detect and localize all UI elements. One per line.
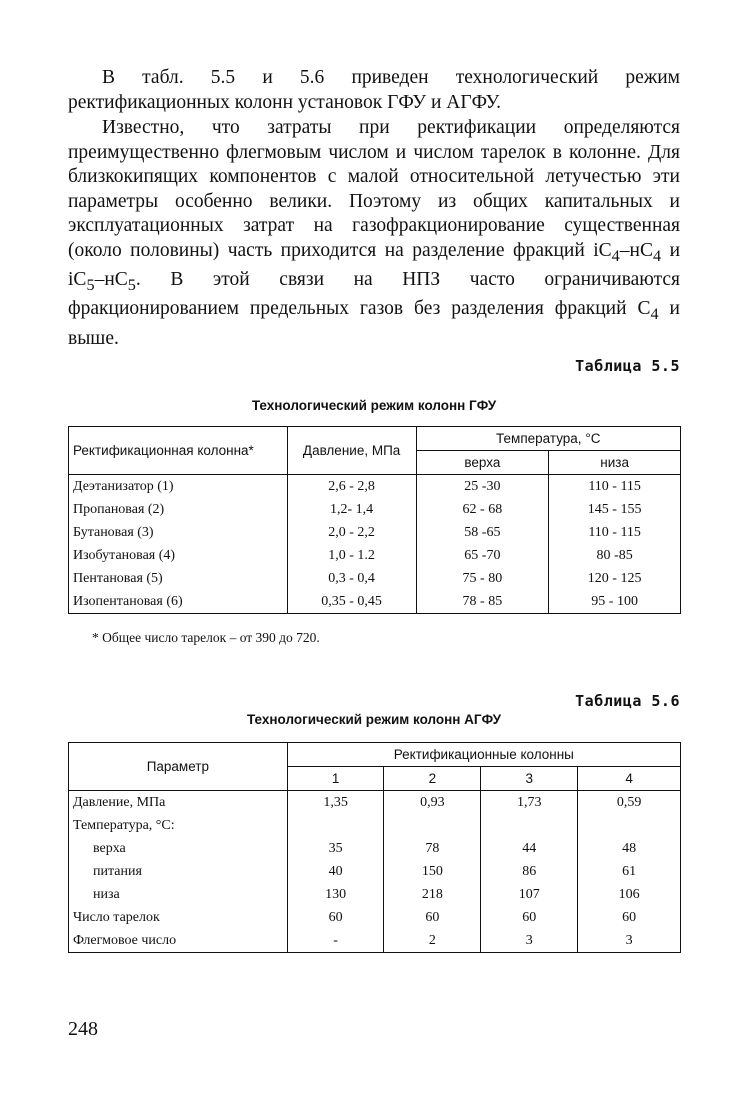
table-5-6 [68, 742, 681, 953]
cell-name: питания [69, 860, 288, 883]
header-bottom: низа [549, 451, 681, 475]
text-part: и iC [68, 239, 681, 290]
text-part: –нC [94, 268, 128, 290]
cell-value [287, 814, 384, 837]
table-5-5 [68, 426, 681, 614]
cell-value: 44 [481, 837, 578, 860]
cell-name: верха [69, 837, 288, 860]
cell-value [384, 814, 481, 837]
cell-value: - [287, 929, 384, 953]
cell-value: 35 [287, 837, 384, 860]
subscript: 4 [652, 246, 662, 265]
cell-name: Изопентановая (6) [69, 590, 288, 614]
cell-value: 61 [578, 860, 681, 883]
cell-name: Бутановая (3) [69, 521, 288, 544]
cell-value: 60 [287, 906, 384, 929]
cell-bottom: 110 - 115 [549, 521, 681, 544]
subscript: 5 [86, 275, 95, 294]
cell-name: Температура, °С: [69, 814, 288, 837]
page-number: 248 [68, 1018, 98, 1040]
cell-pressure: 0,35 - 0,45 [287, 590, 416, 614]
cell-pressure: 2,0 - 2,2 [287, 521, 416, 544]
cell-pressure: 1,2- 1,4 [287, 498, 416, 521]
header-col-1: 1 [287, 767, 384, 791]
cell-value: 0,59 [578, 791, 681, 815]
table-row [69, 475, 681, 499]
header-col-2: 2 [384, 767, 481, 791]
cell-top: 75 - 80 [416, 567, 549, 590]
table-5-5-title: Технологический режим колонн ГФУ [251, 398, 497, 413]
table-row [69, 814, 681, 837]
cell-name: Флегмовое число [69, 929, 288, 953]
cell-bottom: 110 - 115 [549, 475, 681, 499]
cell-value: 60 [578, 906, 681, 929]
cell-value: 106 [578, 883, 681, 906]
text-part: и выше. [68, 298, 680, 349]
cell-value: 48 [578, 837, 681, 860]
table-row [69, 929, 681, 953]
cell-name: Изобутановая (4) [69, 544, 288, 567]
cell-value: 2 [384, 929, 481, 953]
cell-top: 65 -70 [416, 544, 549, 567]
table-row [69, 521, 681, 544]
cell-bottom: 80 -85 [549, 544, 681, 567]
cell-pressure: 0,3 - 0,4 [287, 567, 416, 590]
cell-value: 78 [384, 837, 481, 860]
table-row [69, 860, 681, 883]
table-5-5-label: Таблица 5.5 [575, 357, 680, 375]
header-column: Ректификационная колонна* [69, 427, 288, 475]
cell-name: Деэтанизатор (1) [69, 475, 288, 499]
cell-value: 1,35 [287, 791, 384, 815]
cell-value: 3 [481, 929, 578, 953]
subscript: 4 [611, 246, 620, 265]
header-pressure: Давление, МПа [287, 427, 416, 475]
cell-pressure: 2,6 - 2,8 [287, 475, 416, 499]
cell-value: 3 [578, 929, 681, 953]
text-part: Известно, что затраты при ректификации определяются преимущественно флегмовым числом и числом тарелок в колонне. Для близкокипящих компонентов с малой относительной летучестью эти параметры особенно велики. Поэтому из общих капитальных и эксплуатационных затрат на газофракционирование существенная (около половины) часть приходится на разделение фракций iC [68, 117, 680, 261]
cell-value: 40 [287, 860, 384, 883]
cell-value: 86 [481, 860, 578, 883]
cell-value: 60 [481, 906, 578, 929]
cell-value [578, 814, 681, 837]
subscript: 4 [650, 305, 659, 324]
cell-value: 0,93 [384, 791, 481, 815]
header-parameter: Параметр [69, 743, 288, 791]
table-5-6-title: Технологический режим колонн АГФУ [246, 712, 501, 727]
table-row [69, 837, 681, 860]
cell-bottom: 120 - 125 [549, 567, 681, 590]
cell-top: 25 -30 [416, 475, 549, 499]
text-part: –нC [619, 239, 653, 261]
cell-name: Пропановая (2) [69, 498, 288, 521]
paragraph-intro: В табл. 5.5 и 5.6 приведен технологический режим ректификационных колонн установок ГФУ и АГФУ. [68, 67, 680, 113]
cell-value: 60 [384, 906, 481, 929]
table-row [69, 498, 681, 521]
cell-bottom: 95 - 100 [549, 590, 681, 614]
cell-top: 62 - 68 [416, 498, 549, 521]
table-row [69, 791, 681, 815]
header-col-4: 4 [578, 767, 681, 791]
header-top: верха [416, 451, 549, 475]
cell-value: 218 [384, 883, 481, 906]
table-5-5-footnote: * Общее число тарелок – от 390 до 720. [92, 630, 320, 645]
cell-pressure: 1,0 - 1.2 [287, 544, 416, 567]
cell-top: 58 -65 [416, 521, 549, 544]
cell-value: 107 [481, 883, 578, 906]
cell-name: Число тарелок [69, 906, 288, 929]
table-row [69, 544, 681, 567]
subscript: 5 [127, 275, 136, 294]
table-row [69, 567, 681, 590]
text-part: . В этой связи на НПЗ часто ограничиваются фракционированием предельных газов без разделения фракций C [68, 268, 680, 320]
header-temperature: Температура, °С [416, 427, 680, 451]
cell-name: Давление, МПа [69, 791, 288, 815]
cell-value: 1,73 [481, 791, 578, 815]
header-col-3: 3 [481, 767, 578, 791]
cell-name: Пентановая (5) [69, 567, 288, 590]
header-columns: Ректификационные колонны [287, 743, 680, 767]
cell-name: низа [69, 883, 288, 906]
paragraph-cost [68, 116, 680, 351]
table-row [69, 906, 681, 929]
table-5-6-label: Таблица 5.6 [575, 692, 680, 710]
table-row [69, 883, 681, 906]
cell-bottom: 145 - 155 [549, 498, 681, 521]
cell-value: 150 [384, 860, 481, 883]
cell-value: 130 [287, 883, 384, 906]
cell-top: 78 - 85 [416, 590, 549, 614]
cell-value [481, 814, 578, 837]
table-row [69, 590, 681, 614]
